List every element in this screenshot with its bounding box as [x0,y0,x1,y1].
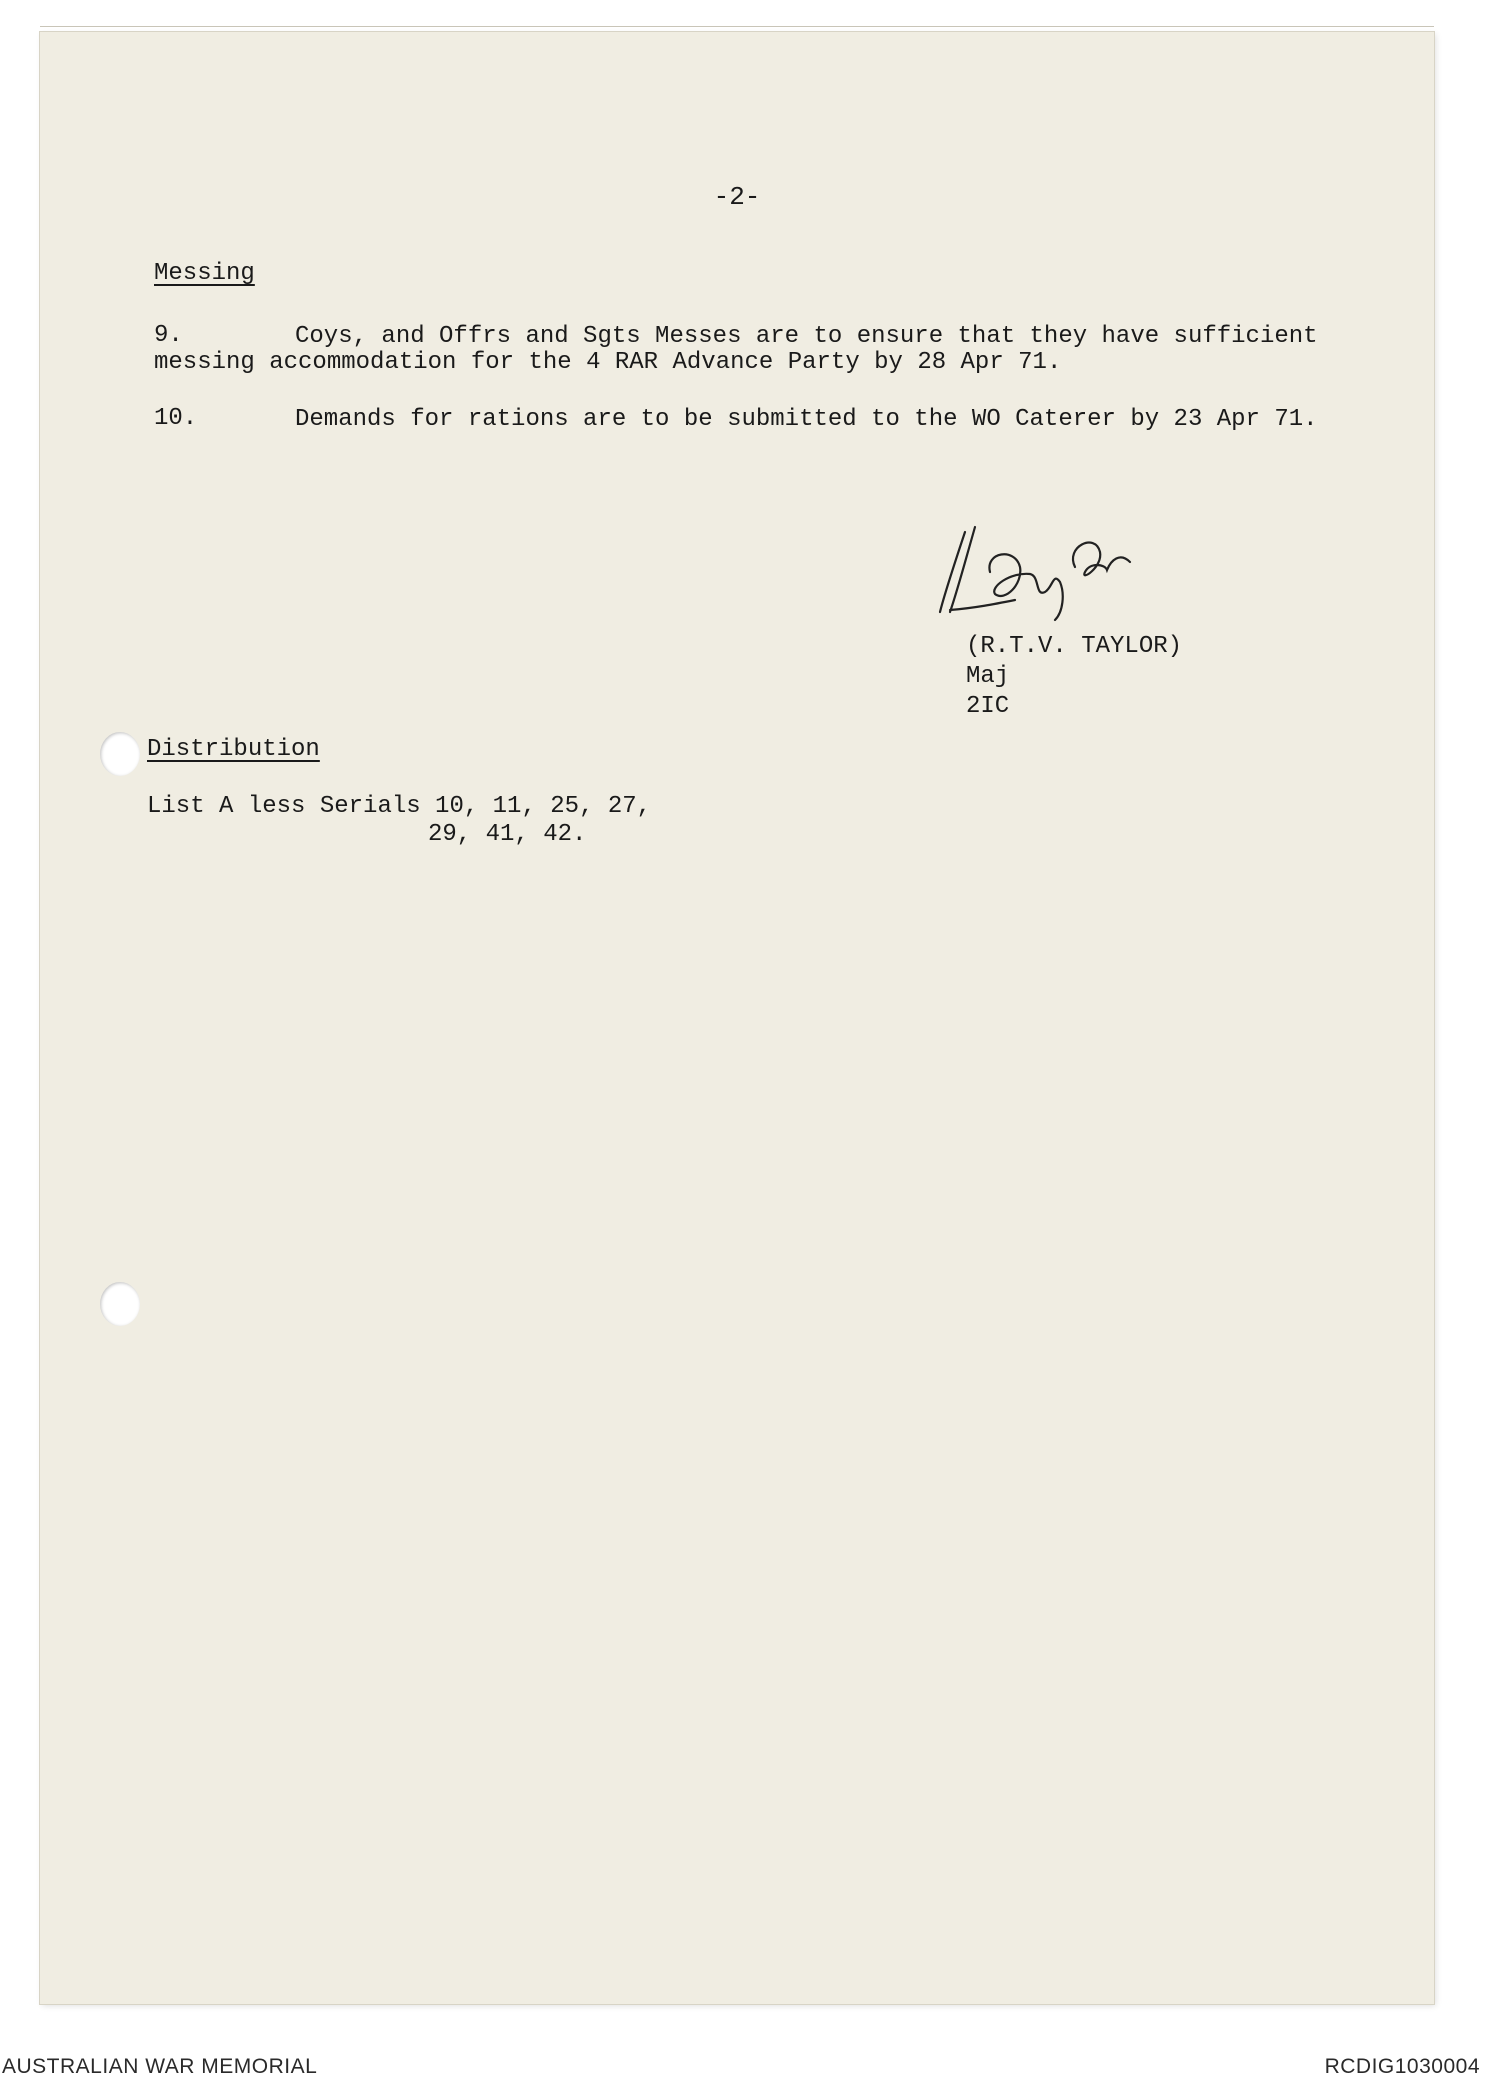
punch-hole [100,732,140,776]
signatory-name: (R.T.V. TAYLOR) [966,633,1183,660]
footer-catalog-id: RCDIG1030004 [1324,2055,1480,2078]
paragraph-text-line: Demands for rations are to be submitted to the WO Caterer by 23 Apr 71. [295,406,1318,433]
sheet-edge [40,26,1434,27]
distribution-heading: Distribution [147,736,320,763]
paragraph-text-line: Coys, and Offrs and Sgts Messes are to ensure that they have sufficient [295,323,1318,350]
paragraph-text-line: messing accommodation for the 4 RAR Advance Party by 28 Apr 71. [154,349,1062,376]
page-number: -2- [713,182,761,212]
handwritten-signature [935,512,1195,622]
signatory-appointment: 2IC [966,693,1010,720]
footer-institution: AUSTRALIAN WAR MEMORIAL [2,2055,318,2078]
section-heading-messing: Messing [154,260,255,287]
distribution-line: List A less Serials 10, 11, 25, 27, [147,793,652,820]
paragraph-number: 9. [154,322,183,349]
paragraph-number: 10. [154,405,198,432]
punch-hole [100,1282,140,1326]
document-page [40,32,1434,2004]
signature-block [966,632,1182,722]
signatory-rank: Maj [966,663,1010,690]
distribution-line: 29, 41, 42. [428,821,587,848]
